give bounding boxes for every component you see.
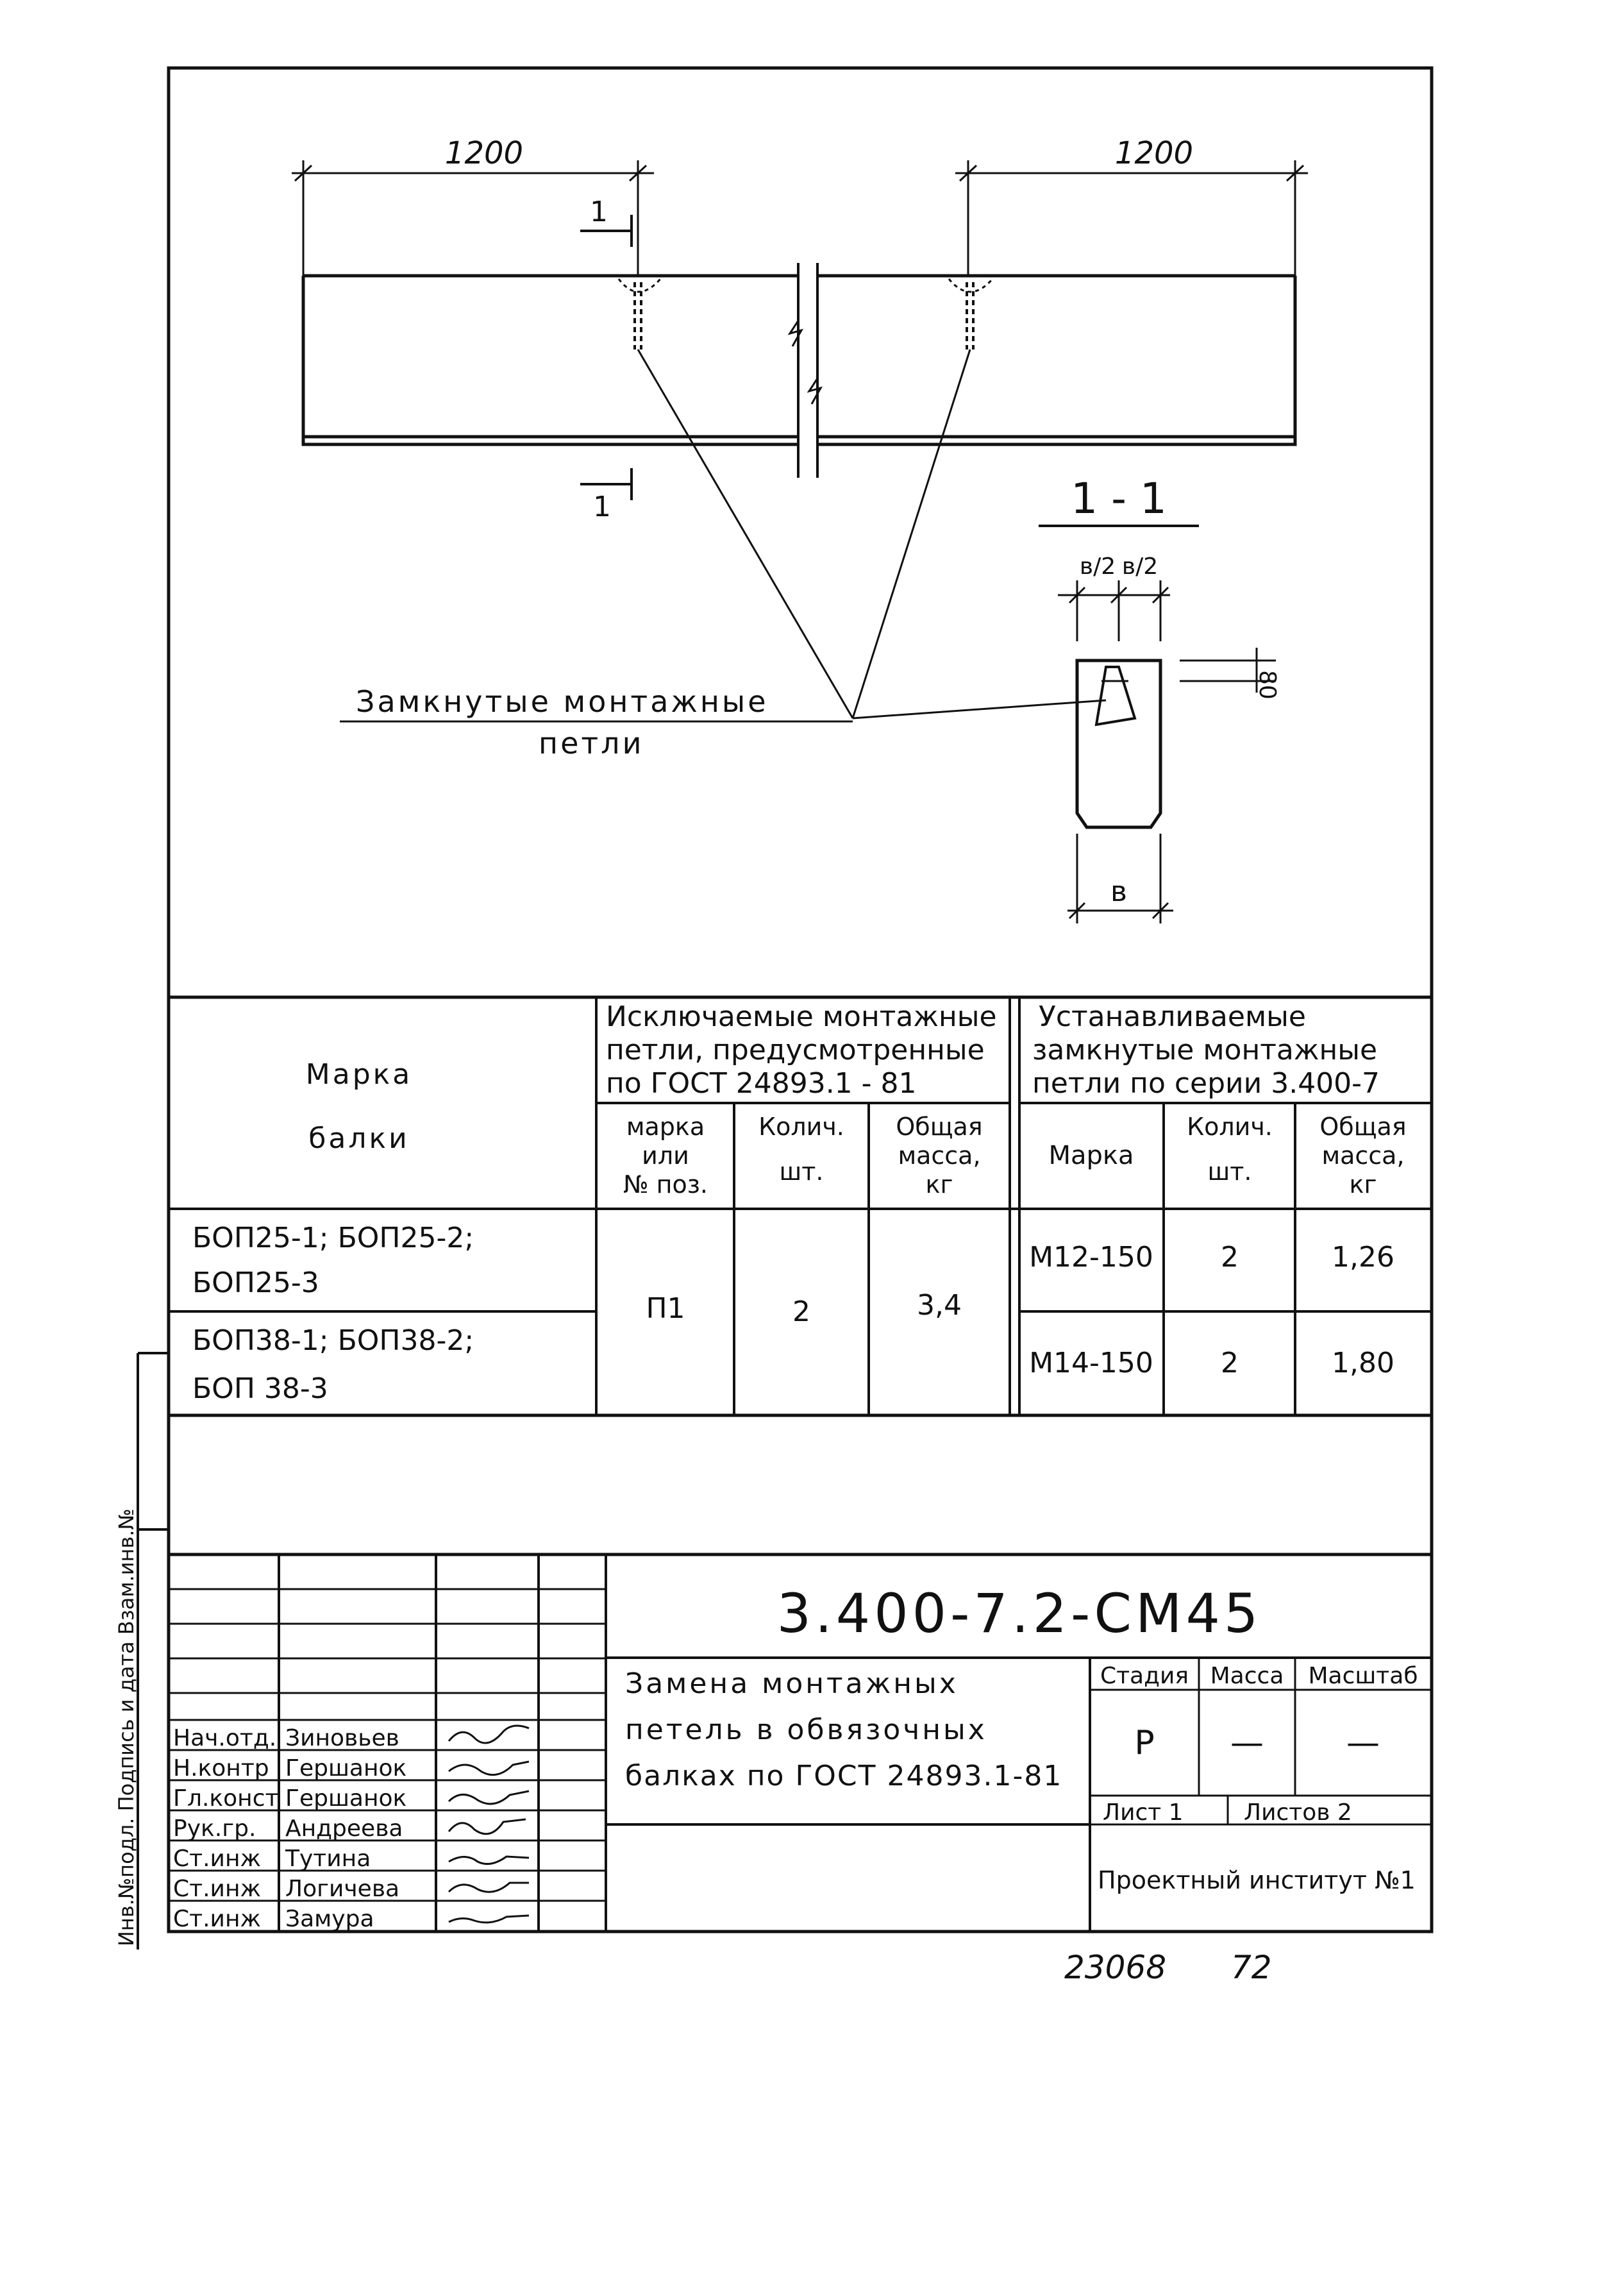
staff-name: Логичева <box>285 1876 400 1902</box>
sheets-total: Листов 2 <box>1244 1799 1352 1826</box>
footer-number: 23068 <box>1064 1949 1167 1986</box>
mass-value: — <box>1230 1724 1264 1762</box>
shared-mass: 3,4 <box>917 1289 962 1322</box>
staff-name: Зиновьев <box>285 1725 399 1751</box>
row2-marka: М14-150 <box>1029 1347 1153 1379</box>
row1-qty: 2 <box>1221 1241 1239 1274</box>
dim-loop-80: 80 <box>1254 670 1280 700</box>
row1-mass: 1,26 <box>1332 1241 1394 1274</box>
title-line-3: балках по ГОСТ 24893.1-81 <box>625 1760 1063 1792</box>
hdr-in-qty-1: Колич. <box>1187 1113 1273 1141</box>
hdr-ex-marka-1: марка <box>626 1113 705 1141</box>
scale-value: — <box>1346 1724 1380 1762</box>
footer-page: 72 <box>1231 1949 1272 1986</box>
dim-b-half-right: в/2 <box>1121 553 1159 580</box>
staff-name: Тутина <box>285 1846 371 1872</box>
hdr-excluded-2: петли, предусмотренные <box>606 1034 985 1066</box>
hdr-ex-qty-2: шт. <box>779 1158 824 1186</box>
drawing-frame <box>169 68 1432 1932</box>
beam-drawing <box>292 135 1308 761</box>
hdr-installed-1: Устанавливаемые <box>1039 1000 1306 1033</box>
org-name: Проектный институт №1 <box>1098 1866 1416 1894</box>
hdr-in-mass-3: кг <box>1349 1170 1377 1199</box>
hdr-ex-mass-3: кг <box>925 1170 953 1199</box>
hdr-ex-mass-2: масса, <box>898 1141 981 1170</box>
staff-name: Гершанок <box>285 1755 407 1781</box>
row2-beams-1: БОП38-1; БОП38-2; <box>192 1324 474 1357</box>
shared-qty: 2 <box>792 1295 810 1328</box>
staff-role: Ст.инж <box>173 1876 261 1902</box>
staff-role: Н.контр <box>173 1755 269 1781</box>
hdr-excluded-1: Исключаемые монтажные <box>606 1000 997 1033</box>
side-stamp-text: Инв.№подл. Подпись и дата Взам.инв.№ <box>114 1508 138 1946</box>
staff-role: Рук.гр. <box>173 1815 256 1842</box>
spec-table <box>169 997 1432 1554</box>
section-1-1 <box>1039 474 1280 923</box>
title-line-1: Замена монтажных <box>625 1667 958 1700</box>
staff-name: Гершанок <box>285 1785 407 1812</box>
sheet-number: Лист 1 <box>1103 1799 1184 1826</box>
side-stamp <box>114 1353 169 1950</box>
row1-beams-1: БОП25-1; БОП25-2; <box>192 1222 474 1254</box>
staff-name: Андреева <box>285 1815 403 1842</box>
section-marker-top: 1 <box>590 196 608 228</box>
signatures <box>449 1726 529 1923</box>
title-line-2: петель в обвязочных <box>625 1714 987 1746</box>
staff-role: Нач.отд. <box>173 1725 277 1751</box>
hdr-in-mass-2: масса, <box>1321 1141 1405 1170</box>
scale-label: Масштаб <box>1308 1663 1418 1689</box>
title-code: 3.400-7.2-СМ45 <box>776 1582 1262 1645</box>
staff-role: Ст.инж <box>173 1846 261 1872</box>
hdr-installed-2: замкнутые монтажные <box>1032 1034 1378 1066</box>
stage-label: Стадия <box>1100 1663 1189 1689</box>
section-title: 1 - 1 <box>1071 474 1167 523</box>
dim-b: в <box>1110 875 1127 908</box>
hdr-in-marka: Марка <box>1048 1141 1134 1170</box>
section-marker-bottom: 1 <box>593 491 611 523</box>
callout-line2: петли <box>539 726 644 761</box>
hdr-excluded-3: по ГОСТ 24893.1 - 81 <box>606 1067 917 1100</box>
row1-beams-2: БОП25-3 <box>192 1267 319 1299</box>
hdr-ex-marka-3: № поз. <box>623 1170 708 1199</box>
mass-label: Масса <box>1210 1663 1284 1689</box>
dim-right-1200: 1200 <box>1114 135 1194 171</box>
dim-left-1200: 1200 <box>444 135 524 171</box>
hdr-installed-3: петли по серии 3.400-7 <box>1032 1067 1380 1100</box>
callout-line1: Замкнутые монтажные <box>356 684 769 719</box>
staff-name: Замура <box>285 1906 374 1932</box>
staff-role: Ст.инж <box>173 1906 261 1932</box>
staff-role: Гл.конст <box>173 1785 279 1812</box>
row2-qty: 2 <box>1221 1347 1239 1379</box>
hdr-in-mass-1: Общая <box>1319 1113 1407 1141</box>
hdr-marka-balki-2: балки <box>308 1122 410 1155</box>
row2-mass: 1,80 <box>1332 1347 1394 1379</box>
hdr-marka-balki-1: Марка <box>305 1058 413 1091</box>
shared-pos: П1 <box>646 1292 685 1325</box>
hdr-ex-marka-2: или <box>642 1141 689 1170</box>
dim-b-half-left: в/2 <box>1079 553 1116 580</box>
hdr-ex-mass-1: Общая <box>896 1113 983 1141</box>
row1-marka: М12-150 <box>1029 1241 1153 1274</box>
stage-value: Р <box>1134 1724 1155 1762</box>
title-block <box>169 1554 1432 1932</box>
row2-beams-2: БОП 38-3 <box>192 1372 328 1405</box>
hdr-ex-qty-1: Колич. <box>758 1113 844 1141</box>
hdr-in-qty-2: шт. <box>1207 1158 1252 1186</box>
